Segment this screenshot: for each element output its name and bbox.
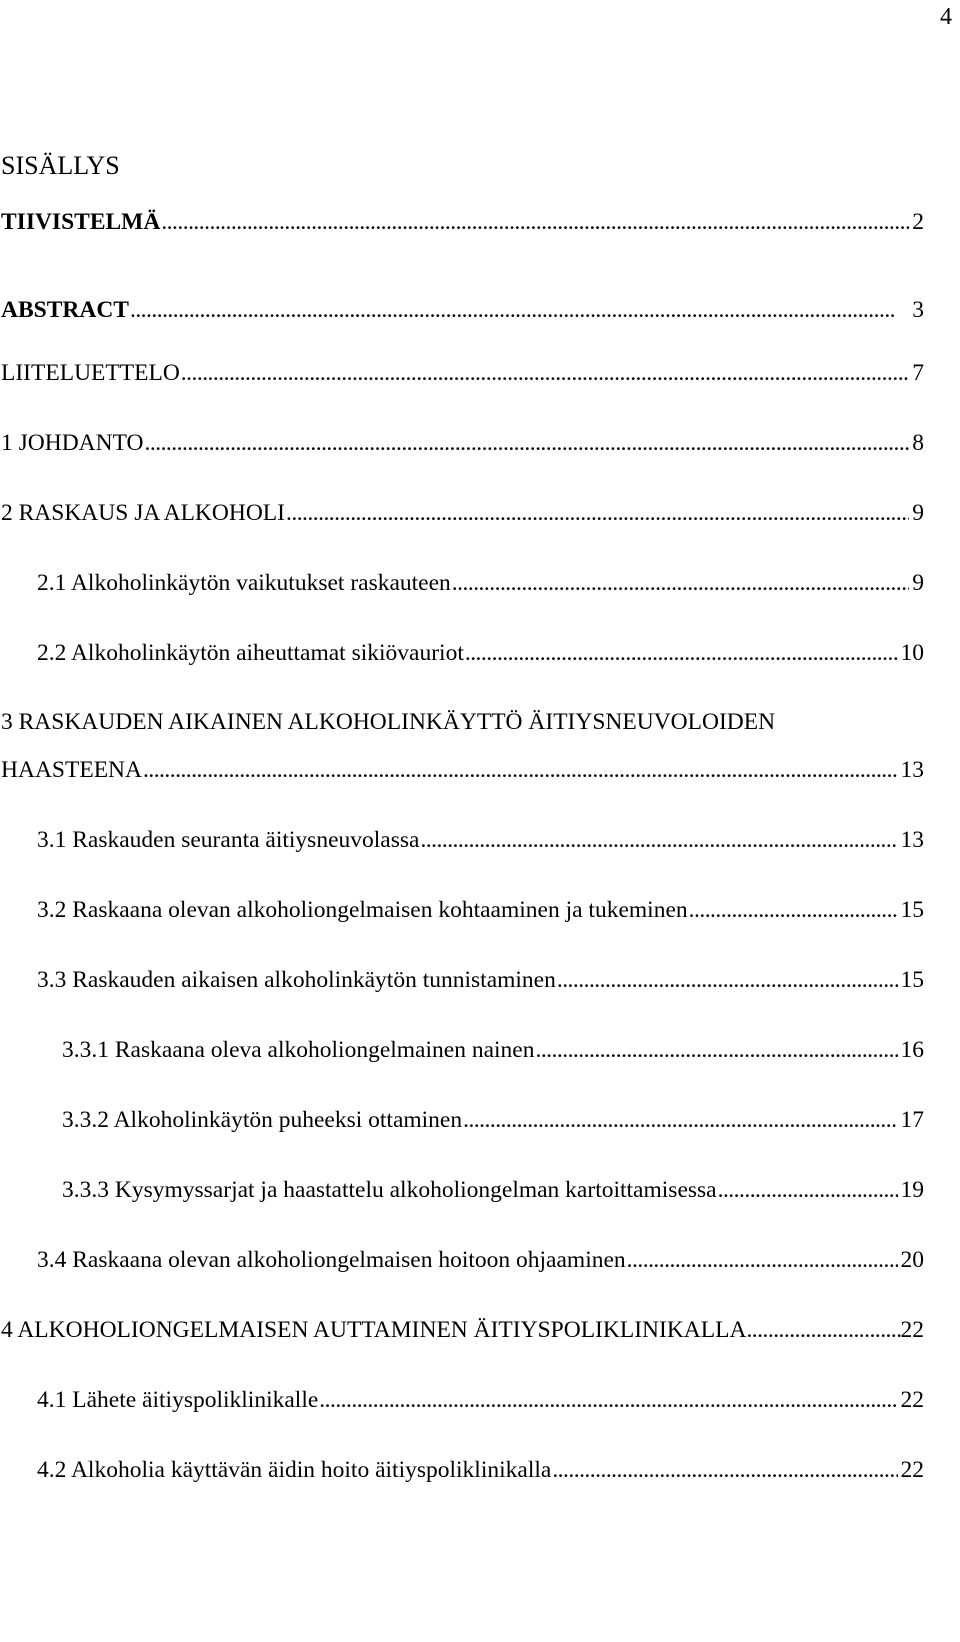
toc-entry-label: TIIVISTELMÄ bbox=[1, 209, 161, 235]
toc-entry-4[interactable] bbox=[1, 1315, 924, 1345]
toc-entry-label: 3.2 Raskaana olevan alkoholiongelmaisen kohtaaminen ja tukeminen bbox=[37, 897, 688, 923]
toc-entry-3-heading[interactable] bbox=[1, 707, 775, 737]
dot-leader bbox=[319, 1385, 897, 1415]
dot-leader bbox=[420, 825, 897, 855]
dot-leader bbox=[286, 498, 909, 528]
toc-entry-4-1[interactable] bbox=[37, 1385, 924, 1415]
toc-entry-page: 3 bbox=[912, 297, 924, 323]
toc-entry-label: 2.2 Alkoholinkäytön aiheuttamat sikiövauriot bbox=[37, 640, 464, 666]
toc-entry-page: 10 bbox=[900, 640, 924, 666]
toc-entry-tiivistelma[interactable] bbox=[1, 207, 924, 237]
toc-entry-page: 17 bbox=[900, 1107, 924, 1133]
toc-entry-label: 3.3.1 Raskaana oleva alkoholiongelmainen nainen bbox=[62, 1037, 535, 1063]
toc-entry-label: 4.2 Alkoholia käyttävän äidin hoito äitiyspoliklinikalla bbox=[37, 1457, 552, 1483]
toc-entry-3-3-2[interactable] bbox=[62, 1105, 924, 1135]
toc-entry-label: 3.3 Raskauden aikaisen alkoholinkäytön tunnistaminen bbox=[37, 967, 556, 993]
toc-entry-label: ABSTRACT bbox=[1, 297, 129, 323]
toc-entry-raskaus-ja-alkoholi[interactable] bbox=[1, 498, 924, 528]
toc-entry-page: 9 bbox=[912, 570, 924, 596]
dot-leader bbox=[145, 428, 910, 458]
toc-entry-page: 15 bbox=[900, 897, 924, 923]
dot-leader bbox=[143, 755, 898, 785]
dot-leader bbox=[718, 1175, 898, 1205]
toc-entry-page: 22 bbox=[900, 1387, 924, 1413]
toc-entry-page: 7 bbox=[912, 360, 924, 386]
toc-entry-3-haasteena[interactable] bbox=[1, 755, 924, 785]
toc-entry-3-3-3[interactable] bbox=[62, 1175, 924, 1205]
toc-entry-label: 2 RASKAUS JA ALKOHOLI bbox=[1, 500, 285, 526]
page-number: 4 bbox=[940, 4, 952, 30]
toc-entry-page: 20 bbox=[900, 1247, 924, 1273]
toc-entry-3-4[interactable] bbox=[37, 1245, 924, 1275]
toc-entry-2-2[interactable] bbox=[37, 638, 924, 668]
dot-leader bbox=[627, 1245, 898, 1275]
toc-entry-label: 4 ALKOHOLIONGELMAISEN AUTTAMINEN ÄITIYSPOLIKLINIKALLA bbox=[1, 1317, 747, 1343]
toc-entry-label: 3.3.2 Alkoholinkäytön puheeksi ottaminen bbox=[62, 1107, 463, 1133]
toc-entry-label: 3.1 Raskauden seuranta äitiysneuvolassa bbox=[37, 827, 420, 853]
dot-leader bbox=[181, 358, 909, 388]
dot-leader bbox=[552, 1455, 897, 1485]
toc-entry-label: 2.1 Alkoholinkäytön vaikutukset raskauteen bbox=[37, 570, 451, 596]
toc-entry-page: 13 bbox=[900, 827, 924, 853]
toc-entry-3-3[interactable] bbox=[37, 965, 924, 995]
dot-leader bbox=[452, 568, 909, 598]
dot-leader bbox=[557, 965, 898, 995]
toc-entry-label: 1 JOHDANTO bbox=[1, 430, 144, 456]
dot-leader bbox=[465, 638, 898, 668]
toc-entry-liiteluettelo[interactable] bbox=[1, 358, 924, 388]
toc-entry-label: 3.3.3 Kysymyssarjat ja haastattelu alkoholiongelman kartoittamisessa bbox=[62, 1177, 717, 1203]
toc-entry-page: 19 bbox=[900, 1177, 924, 1203]
toc-entry-page: 15 bbox=[900, 967, 924, 993]
toc-entry-page: 9 bbox=[912, 500, 924, 526]
toc-entry-page: 22 bbox=[900, 1457, 924, 1483]
toc-entry-3-1[interactable] bbox=[37, 825, 924, 855]
toc-entry-page: 16 bbox=[900, 1037, 924, 1063]
dot-leader bbox=[161, 207, 909, 237]
toc-entry-3-3-1[interactable] bbox=[62, 1035, 924, 1065]
dot-leader bbox=[535, 1035, 897, 1065]
toc-entry-4-2[interactable] bbox=[37, 1455, 924, 1485]
toc-entry-label: HAASTEENA bbox=[1, 757, 142, 783]
toc-entry-page: 8 bbox=[912, 430, 924, 456]
dot-leader bbox=[746, 1315, 900, 1345]
dot-leader bbox=[463, 1105, 897, 1135]
toc-entry-label: 3 RASKAUDEN AIKAINEN ALKOHOLINKÄYTTÖ ÄITIYSNEUVOLOIDEN bbox=[1, 709, 776, 735]
toc-entry-3-2[interactable] bbox=[37, 895, 924, 925]
toc-entry-page: 13 bbox=[900, 757, 924, 783]
dot-leader bbox=[130, 295, 909, 325]
toc-entry-label: 3.4 Raskaana olevan alkoholiongelmaisen hoitoon ohjaaminen bbox=[37, 1247, 626, 1273]
dot-leader bbox=[689, 895, 898, 925]
toc-title: SISÄLLYS bbox=[1, 151, 120, 180]
toc-entry-label: LIITELUETTELO bbox=[1, 360, 180, 386]
toc-entry-2-1[interactable] bbox=[37, 568, 924, 598]
toc-entry-label: 4.1 Lähete äitiyspoliklinikalle bbox=[37, 1387, 319, 1413]
toc-entry-page: 2 bbox=[912, 209, 924, 235]
toc-entry-page: 22 bbox=[900, 1317, 924, 1343]
toc-entry-abstract[interactable] bbox=[1, 295, 924, 325]
toc-entry-johdanto[interactable] bbox=[1, 428, 924, 458]
